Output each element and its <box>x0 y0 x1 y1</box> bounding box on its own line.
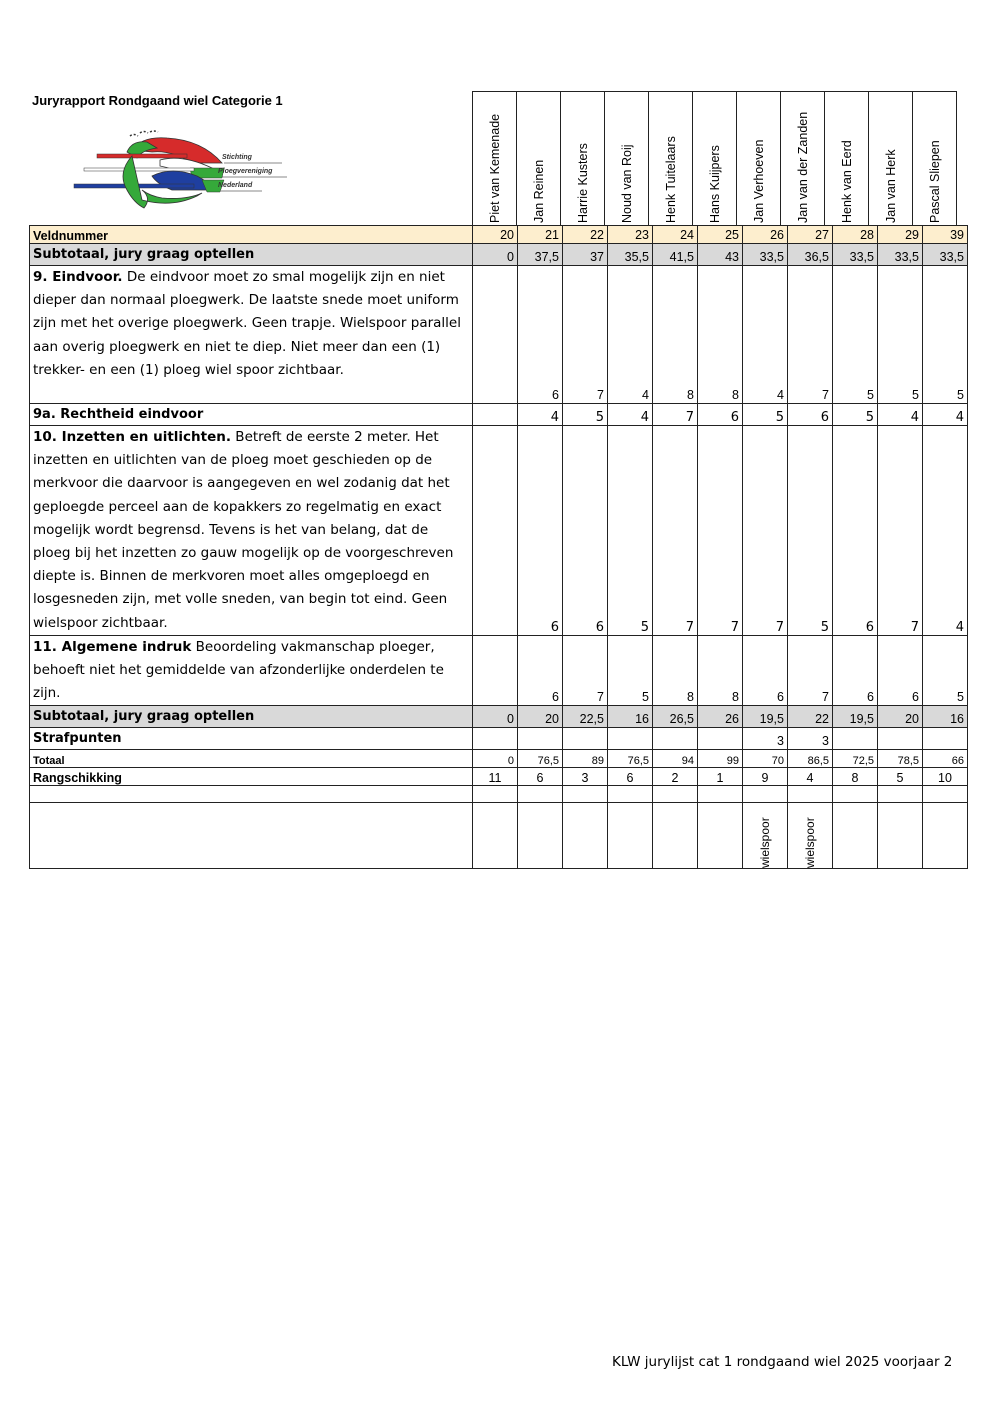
remark-cell <box>653 803 698 869</box>
score-cell <box>923 728 968 750</box>
score-cell: 0 <box>473 750 518 768</box>
score-cell: 9 <box>743 768 788 786</box>
score-cell: 25 <box>698 226 743 244</box>
score-cell: 78,5 <box>878 750 923 768</box>
remark-cell <box>743 803 788 869</box>
score-cell: 33,5 <box>878 244 923 266</box>
row-label: 9a. Rechtheid eindvoor <box>30 404 473 426</box>
score-cell: 6 <box>878 635 923 706</box>
criterion-description <box>30 426 473 636</box>
table-row-rechtheid <box>30 404 968 426</box>
score-cell: 22,5 <box>563 706 608 728</box>
empty-cell <box>743 786 788 803</box>
contestant-name: Piet van Kemenade <box>487 113 502 223</box>
score-cell: 6 <box>518 768 563 786</box>
score-cell: 36,5 <box>788 244 833 266</box>
score-cell: 5 <box>563 404 608 426</box>
score-cell: 8 <box>698 635 743 706</box>
score-cell: 5 <box>743 404 788 426</box>
score-cell: 6 <box>833 426 878 636</box>
score-cell <box>563 728 608 750</box>
score-cell: 7 <box>653 404 698 426</box>
contestant-name-cell <box>692 91 736 225</box>
table-row-rangschikking <box>30 768 968 786</box>
score-cell: 5 <box>923 635 968 706</box>
remark-cell <box>923 803 968 869</box>
score-cell: 5 <box>608 635 653 706</box>
score-cell: 5 <box>833 266 878 404</box>
contestant-name-cell <box>604 91 648 225</box>
score-cell: 3 <box>563 768 608 786</box>
score-cell: 6 <box>788 404 833 426</box>
score-cell <box>698 728 743 750</box>
criterion-description <box>30 266 473 404</box>
score-cell: 19,5 <box>833 706 878 728</box>
score-cell <box>833 728 878 750</box>
table-row-veldnummer <box>30 226 968 244</box>
score-cell: 0 <box>473 244 518 266</box>
score-cell: 76,5 <box>608 750 653 768</box>
criterion-title: 11. Algemene indruk <box>33 638 192 655</box>
remark-cell <box>518 803 563 869</box>
page-footer: KLW jurylijst cat 1 rondgaand wiel 2025 voorjaar 2 <box>612 1354 953 1370</box>
score-cell: 4 <box>788 768 833 786</box>
row-label: Subtotaal, jury graag optellen <box>30 244 473 266</box>
score-cell: 20 <box>878 706 923 728</box>
score-cell: 27 <box>788 226 833 244</box>
contestant-name: Jan Reinen <box>531 159 546 223</box>
score-cell: 4 <box>518 404 563 426</box>
remark-cell <box>608 803 653 869</box>
score-cell: 6 <box>698 404 743 426</box>
empty-cell <box>833 786 878 803</box>
row-label: Strafpunten <box>30 728 473 750</box>
score-cell: 5 <box>878 266 923 404</box>
score-cell: 2 <box>653 768 698 786</box>
table-row-opmerkingen <box>30 803 968 869</box>
contestant-name: Henk Tuitelaars <box>663 136 678 223</box>
score-cell: 5 <box>878 768 923 786</box>
score-cell: 6 <box>608 768 653 786</box>
score-cell <box>608 728 653 750</box>
empty-cell <box>788 786 833 803</box>
row-label: Rangschikking <box>30 768 473 786</box>
empty-cell <box>608 786 653 803</box>
score-cell <box>473 266 518 404</box>
score-cell: 37,5 <box>518 244 563 266</box>
score-cell: 7 <box>743 426 788 636</box>
criterion-description <box>30 635 473 706</box>
criterion-text: Betreft de eerste 2 meter. Het inzetten en uitlichten van de ploeg moet geschieden op de merkvoor die daarvoor is aangegeven en wel zodanig dat het geploegde perceel aan de kopakkers zo regelmatig en exact mogelijk wordt begrensd. Tevens is het van belang, dat de ploeg bij het inzetten zo gauw mogelijk op de voorgeschreven diepte is. Binnen de merkvoren moet alles omgeploegd en losgesneden zijn, met volle sneden, van begin tot eind. Geen wielspoor zichtbaar. <box>33 429 454 631</box>
score-cell: 43 <box>698 244 743 266</box>
contestant-name-cell <box>780 91 824 225</box>
logo-text-stichting: Stichting <box>222 154 252 161</box>
contestant-name: Noud van Roij <box>619 144 634 223</box>
score-cell: 8 <box>653 635 698 706</box>
remark-cell <box>473 803 518 869</box>
score-cell: 35,5 <box>608 244 653 266</box>
table-row-strafpunten <box>30 728 968 750</box>
contestant-name: Harrie Kusters <box>575 143 590 223</box>
contestant-name-cell <box>472 91 516 225</box>
contestant-name-cell <box>648 91 692 225</box>
score-cell: 8 <box>833 768 878 786</box>
ploegvereniging-logo-icon <box>72 128 292 213</box>
score-cell: 16 <box>608 706 653 728</box>
row-label: Totaal <box>30 750 473 768</box>
score-cell: 26,5 <box>653 706 698 728</box>
score-cell: 20 <box>518 706 563 728</box>
score-cell: 99 <box>698 750 743 768</box>
score-cell <box>878 728 923 750</box>
score-cell: 16 <box>923 706 968 728</box>
table-row-subtotaal <box>30 706 968 728</box>
score-cell: 11 <box>473 768 518 786</box>
score-cell: 4 <box>608 266 653 404</box>
score-cell: 5 <box>608 426 653 636</box>
table-row-subtotaal <box>30 244 968 266</box>
remark-cell <box>698 803 743 869</box>
empty-cell <box>30 803 473 869</box>
score-cell: 4 <box>743 266 788 404</box>
score-cell: 7 <box>878 426 923 636</box>
score-cell: 33,5 <box>923 244 968 266</box>
score-cell: 19,5 <box>743 706 788 728</box>
score-cell: 26 <box>698 706 743 728</box>
remark-cell <box>563 803 608 869</box>
score-cell: 5 <box>833 404 878 426</box>
score-cell: 23 <box>608 226 653 244</box>
table-row-eindvoor <box>30 266 968 404</box>
table-row-totaal <box>30 750 968 768</box>
table-row-inzetten <box>30 426 968 636</box>
score-cell: 86,5 <box>788 750 833 768</box>
contestant-header <box>472 91 957 226</box>
score-cell <box>653 728 698 750</box>
contestant-name: Jan van der Zanden <box>795 111 810 223</box>
score-cell: 6 <box>518 426 563 636</box>
score-cell: 8 <box>653 266 698 404</box>
score-cell: 5 <box>923 266 968 404</box>
score-cell: 39 <box>923 226 968 244</box>
row-label: Veldnummer <box>30 226 473 244</box>
score-cell: 66 <box>923 750 968 768</box>
contestant-name: Hans Kuijpers <box>707 145 722 223</box>
remark-cell <box>878 803 923 869</box>
score-cell: 28 <box>833 226 878 244</box>
contestant-name-cell <box>912 91 957 225</box>
score-cell: 20 <box>473 226 518 244</box>
remark-text: wielspoor <box>803 817 817 869</box>
score-cell: 6 <box>518 266 563 404</box>
score-cell: 33,5 <box>833 244 878 266</box>
score-cell <box>473 635 518 706</box>
remark-cell <box>833 803 878 869</box>
contestant-name-cell <box>516 91 560 225</box>
score-cell: 6 <box>743 635 788 706</box>
empty-cell <box>30 786 473 803</box>
score-cell <box>473 728 518 750</box>
contestant-name-cell <box>824 91 868 225</box>
empty-cell <box>923 786 968 803</box>
score-cell: 7 <box>563 635 608 706</box>
score-cell: 70 <box>743 750 788 768</box>
empty-cell <box>698 786 743 803</box>
contestant-name-cell <box>868 91 912 225</box>
score-cell <box>473 426 518 636</box>
contestant-name-cell <box>736 91 780 225</box>
contestant-name: Jan van Herk <box>883 149 898 223</box>
score-cell: 22 <box>563 226 608 244</box>
empty-cell <box>878 786 923 803</box>
remark-cell <box>788 803 833 869</box>
score-cell: 10 <box>923 768 968 786</box>
empty-cell <box>473 786 518 803</box>
empty-cell <box>653 786 698 803</box>
score-cell: 76,5 <box>518 750 563 768</box>
criterion-text: Beoordeling vakmanschap ploeger, behoeft niet het gemiddelde van afzonderlijke onderdelen te zijn. <box>33 638 444 702</box>
row-label: Subtotaal, jury graag optellen <box>30 706 473 728</box>
score-table <box>29 225 968 869</box>
score-cell: 29 <box>878 226 923 244</box>
score-cell: 6 <box>833 635 878 706</box>
logo-text-ploegvereniging: Ploegvereniging <box>218 168 273 175</box>
score-cell: 3 <box>743 728 788 750</box>
contestant-name-cell <box>560 91 604 225</box>
score-cell: 89 <box>563 750 608 768</box>
score-cell: 7 <box>698 426 743 636</box>
score-cell: 72,5 <box>833 750 878 768</box>
score-cell: 8 <box>698 266 743 404</box>
score-cell: 4 <box>878 404 923 426</box>
remark-text: wielspoor <box>758 817 772 869</box>
report-title: Juryrapport Rondgaand wiel Categorie 1 <box>32 93 283 108</box>
score-cell: 1 <box>698 768 743 786</box>
score-cell: 6 <box>563 426 608 636</box>
score-cell: 3 <box>788 728 833 750</box>
contestant-name: Pascal Sliepen <box>927 140 942 223</box>
criterion-text: De eindvoor moet zo smal mogelijk zijn en niet dieper dan normaal ploegwerk. De laatste snede moet uniform zijn met het overige ploegwerk. Geen trapje. Wielspoor parallel aan overig ploegwerk en niet te diep. Niet meer dan een (1) trekker- en een (1) ploeg wiel spoor zichtbaar. <box>33 269 461 378</box>
empty-cell <box>563 786 608 803</box>
score-cell: 33,5 <box>743 244 788 266</box>
score-cell: 26 <box>743 226 788 244</box>
score-cell: 94 <box>653 750 698 768</box>
logo-text-nederland: Nederland <box>218 182 253 189</box>
criterion-title: 9. Eindvoor. <box>33 269 123 285</box>
empty-cell <box>518 786 563 803</box>
criterion-title: 10. Inzetten en uitlichten. <box>33 429 232 445</box>
score-cell <box>473 404 518 426</box>
score-cell: 41,5 <box>653 244 698 266</box>
score-cell: 21 <box>518 226 563 244</box>
score-cell: 7 <box>563 266 608 404</box>
contestant-name: Henk van Eerd <box>839 140 854 223</box>
score-cell: 7 <box>788 635 833 706</box>
score-cell: 4 <box>608 404 653 426</box>
score-cell: 7 <box>653 426 698 636</box>
score-cell: 4 <box>923 426 968 636</box>
score-cell <box>518 728 563 750</box>
score-cell: 5 <box>788 426 833 636</box>
score-cell: 22 <box>788 706 833 728</box>
score-cell: 0 <box>473 706 518 728</box>
score-cell: 6 <box>518 635 563 706</box>
score-cell: 24 <box>653 226 698 244</box>
table-row-blank <box>30 786 968 803</box>
score-cell: 37 <box>563 244 608 266</box>
table-row-indruk <box>30 635 968 706</box>
score-cell: 7 <box>788 266 833 404</box>
score-cell: 4 <box>923 404 968 426</box>
contestant-name: Jan Verhoeven <box>751 139 766 223</box>
